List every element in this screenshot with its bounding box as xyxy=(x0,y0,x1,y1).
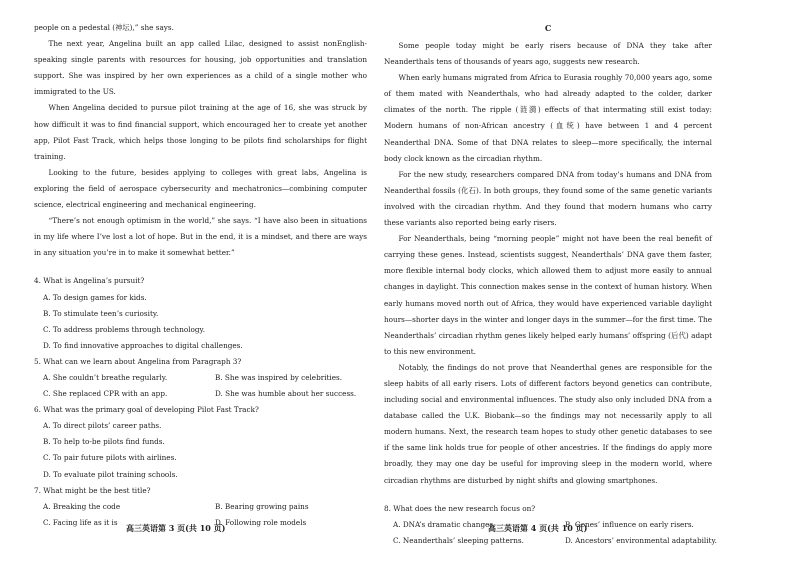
option-d: D. She was humble about her success. xyxy=(215,389,357,399)
question-6 xyxy=(34,402,367,482)
option-d: D. To find innovative approaches to digital challenges. xyxy=(43,340,243,350)
question-stem: 6. What was the primary goal of developing Pilot Fast Track? xyxy=(34,405,259,415)
option-b: B. To stimulate teen’s curiosity. xyxy=(43,308,159,318)
question-stem: 8. What does the new research focus on? xyxy=(384,503,536,513)
passage-paragraph: Looking to the future, besides applying to colleges with great labs, Angelina is exploring the field of aerospace cybersecurity and mechatronics—combining computer science, electrical engineering and mechanical engineering. xyxy=(34,167,367,210)
passage-paragraph: For the new study, researchers compared DNA from today’s humans and DNA from Neanderthal fossils (化石). In both groups, they found some of the same genetic variants involved with the circadian rhythm. And they found that modern humans who carry these variants also reported being early risers. xyxy=(384,169,712,228)
question-stem: 4. What is Angelina’s pursuit? xyxy=(34,276,145,286)
option-a: A. She couldn’t breathe regularly. xyxy=(43,372,168,382)
right-page xyxy=(384,20,717,549)
option-b: B. To help to-be pilots find funds. xyxy=(43,437,165,447)
option-a: A. To direct pilots’ career paths. xyxy=(43,421,162,431)
question-stem: 5. What can we learn about Angelina from Paragraph 3? xyxy=(34,356,242,366)
option-c: C. She replaced CPR with an app. xyxy=(43,389,168,399)
page-footer: 高三英语第 3 页(共 10 页) xyxy=(126,523,226,533)
question-stem: 7. What might be the best title? xyxy=(34,485,151,495)
question-5 xyxy=(34,354,367,402)
option-d: D. Ancestors’ environmental adaptability. xyxy=(565,535,717,545)
passage-paragraph: The next year, Angelina built an app called Lilac, designed to assist nonEnglish-speaking single parents with resources for housing, job opportunities and translation support. She was inspired by her own experiences as a child of a single mother who immigrated to the US. xyxy=(34,39,367,97)
option-b: B. Bearing growing pains xyxy=(215,501,309,511)
option-a: A. To design games for kids. xyxy=(43,292,147,302)
passage-paragraph: For Neanderthals, being “morning people” might not have been the real benefit of carrying these genes. Instead, scientists suggest, Neanderthals’ DNA gave them faster, more flexible internal body clocks, which allowed them to adjust more easily to annual changes in daylight. This connection makes sense in the context of human history. When early humans moved north out of Africa, they would have experienced variable daylight hours—shorter days in the winter and longer days in the summer—for the first time. The Neanderthals’ circadian rhythm genes likely helped early humans’ offspring (后代) adapt to this new environment. xyxy=(384,234,712,356)
question-4 xyxy=(34,273,367,353)
passage-paragraph: people on a pedestal (神坛),” she says. xyxy=(34,23,174,32)
option-a: A. Breaking the code xyxy=(43,501,121,511)
option-b: B. She was inspired by celebrities. xyxy=(215,372,343,382)
option-c: C. Neanderthals’ sleeping patterns. xyxy=(393,535,524,545)
passage-paragraph: “There’s not enough optimism in the world,” she says. “I have also been in situations in my life where I’ve lost a lot of hope. But in the end, it is a mindset, and there are ways in any situation you’re in to make it somewhat better.” xyxy=(34,216,367,258)
option-d: D. To evaluate pilot training schools. xyxy=(43,469,178,479)
section-title: C xyxy=(544,23,552,33)
option-c: C. Facing life as it is xyxy=(43,517,118,527)
passage-paragraph: Notably, the findings do not prove that Neanderthal genes are responsible for the sleep habits of all early risers. Lots of different factors beyond genetics can contribute, including social and environmental influences. The study also only included DNA from a database called the U.K. Biobank—so the findings may not necessarily apply to all modern humans. Next, the research team hopes to study other genetic databases to see if the same link holds true for people of other ancestries. If the findings do apply more broadly, they may one day be useful for improving sleep in the modern world, where circadian rhythms are disturbed by night shifts and glowing smartphones. xyxy=(384,362,712,485)
option-c: C. To pair future pilots with airlines. xyxy=(43,453,177,463)
option-a: A. DNA’s dramatic changes. xyxy=(393,519,496,529)
option-b: B. Genes’ influence on early risers. xyxy=(565,519,694,529)
passage-paragraph: When Angelina decided to pursue pilot training at the age of 16, she was struck by how difficult it was to find financial support, which encouraged her to create yet another app, Pilot Fast Track, which helps those longing to be pilots find scholarships for flight training. xyxy=(34,103,367,161)
left-page xyxy=(34,20,367,531)
page-footer: 高三英语第 4 页(共 10 页) xyxy=(488,523,588,533)
option-c: C. To address problems through technology. xyxy=(43,324,205,334)
option-d: D. Following role models xyxy=(215,517,307,527)
passage-paragraph: When early humans migrated from Africa to Eurasia roughly 70,000 years ago, some of them mated with Neanderthals, who had already adapted to the colder, darker climates of the north. The ripple (涟漪) effects of that intermating still exist today: Modern humans of non-African ancestry (血统) have between 1 and 4 percent Neanderthal DNA. Some of that DNA relates to sleep—more specifically, the internal body clock known as the circadian rhythm. xyxy=(384,73,712,163)
passage-paragraph: Some people today might be early risers because of DNA they take after Neanderthals tens of thousands of years ago, suggests new research. xyxy=(384,41,712,67)
